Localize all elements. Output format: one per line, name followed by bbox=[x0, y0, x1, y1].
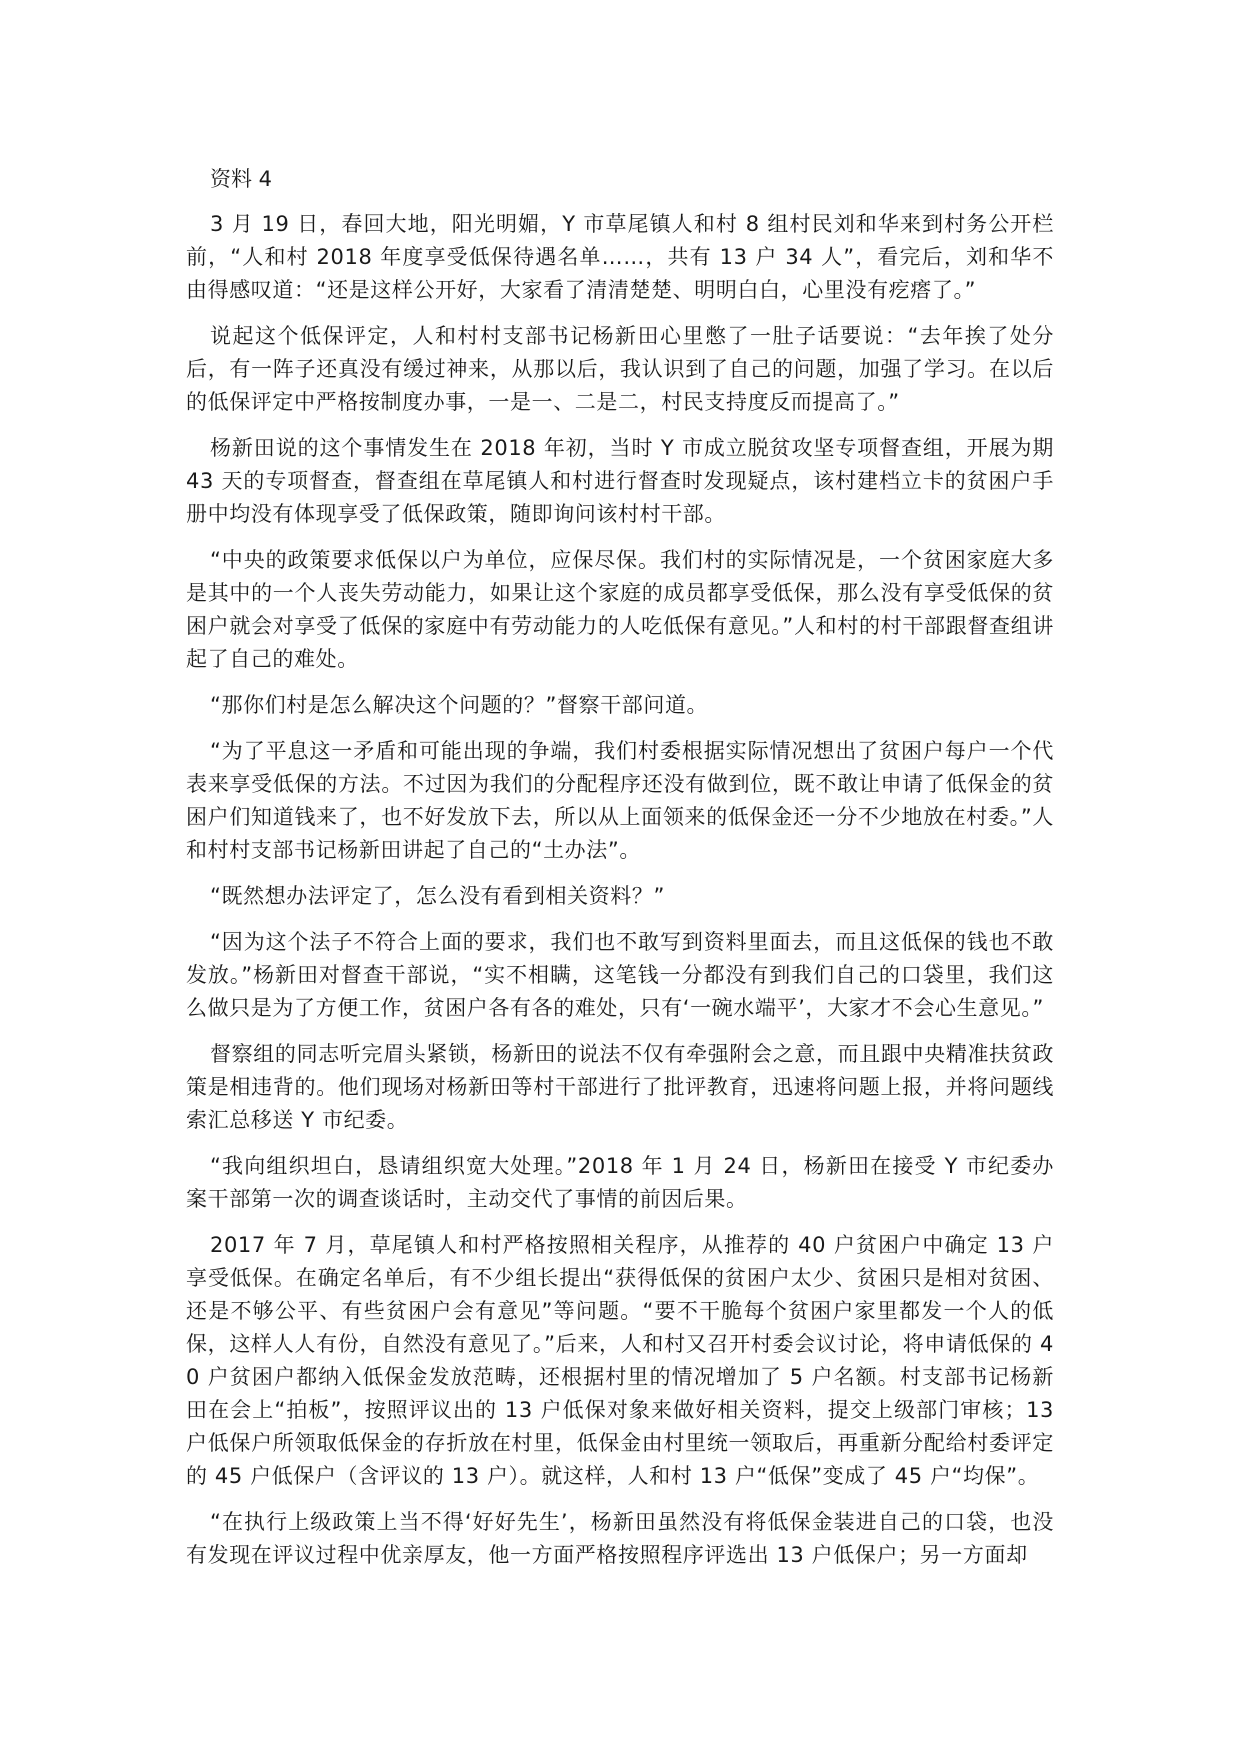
paragraph-7: “既然想办法评定了，怎么没有看到相关资料？” bbox=[210, 884, 665, 908]
paragraph-1: 3 月 19 日，春回大地，阳光明媚，Y 市草尾镇人和村 8 组村民刘和华来到村务公开栏前，“人和村 2018 年度享受低保待遇名单……，共有 13 户 34 人”，看完后，刘和华不由得感叹道：“还是这样公开好，大家看了清清楚楚、明明白白，心里没有疙瘩了。” bbox=[186, 212, 1054, 302]
paragraph-8: “因为这个法子不符合上面的要求，我们也不敢写到资料里面去，而且这低保的钱也不敢发放。”杨新田对督查干部说，“实不相瞒，这笔钱一分都没有到我们自己的口袋里，我们这么做只是为了方便工作，贫困户各有各的难处，只有‘一碗水端平’，大家才不会心生意见。” bbox=[186, 930, 1054, 1020]
paragraph-3: 杨新田说的这个事情发生在 2018 年初，当时 Y 市成立脱贫攻坚专项督查组，开展为期 43 天的专项督查，督查组在草尾镇人和村进行督查时发现疑点，该村建档立卡的贫困户手册中均没有体现享受了低保政策，随即询问该村村干部。 bbox=[186, 436, 1054, 526]
paragraph-9: 督察组的同志听完眉头紧锁，杨新田的说法不仅有牵强附会之意，而且跟中央精准扶贫政策是相违背的。他们现场对杨新田等村干部进行了批评教育，迅速将问题上报，并将问题线索汇总移送 Y 市纪委。 bbox=[186, 1042, 1054, 1132]
paragraph-2: 说起这个低保评定，人和村村支部书记杨新田心里憋了一肚子话要说：“去年挨了处分后，有一阵子还真没有缓过神来，从那以后，我认识到了自己的问题，加强了学习。在以后的低保评定中严格按制度办事，一是一、二是二，村民支持度反而提高了。” bbox=[186, 324, 1054, 414]
paragraph-12: “在执行上级政策上当不得‘好好先生’，杨新田虽然没有将低保金装进自己的口袋，也没有发现在评议过程中优亲厚友，他一方面严格按照程序评选出 13 户低保户；另一方面却 bbox=[186, 1510, 1054, 1567]
paragraph-5: “那你们村是怎么解决这个问题的？”督察干部问道。 bbox=[210, 693, 709, 717]
document-page bbox=[186, 163, 1054, 1585]
paragraph-4: “中央的政策要求低保以户为单位，应保尽保。我们村的实际情况是，一个贫困家庭大多是其中的一个人丧失劳动能力，如果让这个家庭的成员都享受低保，那么没有享受低保的贫困户就会对享受了低保的家庭中有劳动能力的人吃低保有意见。”人和村的村干部跟督查组讲起了自己的难处。 bbox=[186, 548, 1054, 671]
paragraph-6: “为了平息这一矛盾和可能出现的争端，我们村委根据实际情况想出了贫困户每户一个代表来享受低保的方法。不过因为我们的分配程序还没有做到位，既不敢让申请了低保金的贫困户们知道钱来了，也不好发放下去，所以从上面领来的低保金还一分不少地放在村委。”人和村村支部书记杨新田讲起了自己的“土办法”。 bbox=[186, 739, 1054, 862]
paragraph-10: “我向组织坦白，恳请组织宽大处理。”2018 年 1 月 24 日，杨新田在接受 Y 市纪委办案干部第一次的调查谈话时，主动交代了事情的前因后果。 bbox=[186, 1154, 1054, 1211]
material-heading: 资料 4 bbox=[210, 167, 273, 191]
paragraph-11: 2017 年 7 月，草尾镇人和村严格按照相关程序，从推荐的 40 户贫困户中确定 13 户享受低保。在确定名单后，有不少组长提出“获得低保的贫困户太少、贫困只是相对贫困、还是不够公平、有些贫困户会有意见”等问题。“要不干脆每个贫困户家里都发一个人的低保，这样人人有份，自然没有意见了。”后来，人和村又召开村委会议讨论，将申请低保的 40 户贫困户都纳入低保金发放范畴，还根据村里的情况增加了 5 户名额。村支部书记杨新田在会上“拍板”，按照评议出的 13 户低保对象来做好相关资料，提交上级部门审核；13 户低保户所领取低保金的存折放在村里，低保金由村里统一领取后，再重新分配给村委评定的 45 户低保户（含评议的 13 户）。就这样，人和村 13 户“低保”变成了 45 户“均保”。 bbox=[186, 1233, 1054, 1488]
